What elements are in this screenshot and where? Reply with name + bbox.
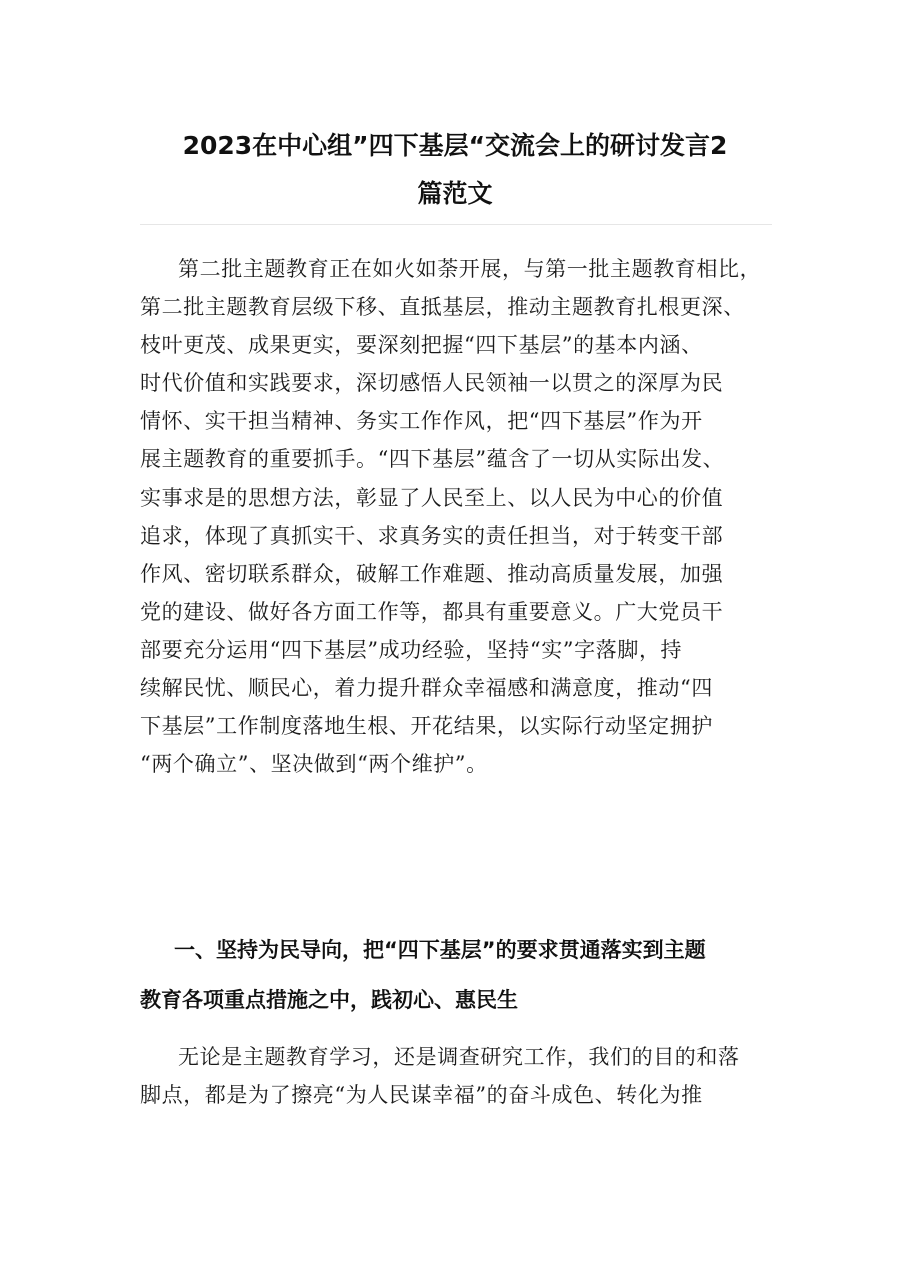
paragraph-line: 追求，体现了真抓实干、求真务实的责任担当，对于转变干部 [140, 523, 724, 548]
paragraph-line: 时代价值和实践要求，深切感悟人民领袖一以贯之的深厚为民 [140, 371, 724, 396]
title-divider [140, 224, 772, 225]
paragraph-line: 党的建设、做好各方面工作等，都具有重要意义。广大党员干 [140, 599, 724, 624]
paragraph-line: 续解民忧、顺民心，着力提升群众幸福感和满意度，推动“四 [140, 676, 713, 701]
paragraph-line: 部要充分运用“四下基层”成功经验，坚持“实”字落脚，持 [140, 637, 683, 662]
paragraph-line: 作风、密切联系群众，破解工作难题、推动高质量发展，加强 [140, 561, 724, 586]
paragraph-line: 第二批主题教育层级下移、直抵基层，推动主题教育扎根更深、 [140, 295, 745, 320]
paragraph-line: 实事求是的思想方法，彰显了人民至上、以人民为中心的价值 [140, 485, 724, 510]
document-title [140, 122, 770, 218]
paragraph-line: 脚点，都是为了擦亮“为人民谋幸福”的奋斗成色、转化为推 [140, 1083, 703, 1108]
heading-line: 一、坚持为民导向，把“四下基层”的要求贯通落实到主题 [174, 938, 706, 962]
title-line: 2023在中心组”四下基层“交流会上的研讨发言2 [182, 131, 728, 160]
paragraph-line: 下基层”工作制度落地生根、开花结果，以实际行动坚定拥护 [140, 714, 713, 739]
title-line: 篇范文 [417, 179, 493, 208]
body-paragraph-1 [140, 250, 774, 783]
paragraph-line: 情怀、实干担当精神、务实工作作风，把“四下基层”作为开 [140, 409, 703, 434]
paragraph-line: 展主题教育的重要抓手。“四下基层”蕴含了一切从实际出发、 [140, 447, 725, 472]
heading-line: 教育各项重点措施之中，践初心、惠民生 [140, 988, 518, 1012]
section-heading-1 [140, 925, 780, 1025]
paragraph-line: 无论是主题教育学习，还是调查研究工作，我们的目的和落 [178, 1045, 740, 1069]
paragraph-line: 枝叶更茂、成果更实，要深刻把握“四下基层”的基本内涵、 [140, 333, 703, 358]
paragraph-line: “两个确立”、坚决做到“两个维护”。 [140, 752, 488, 777]
paragraph-line: 第二批主题教育正在如火如荼开展，与第一批主题教育相比， [178, 257, 762, 281]
body-paragraph-2 [140, 1038, 774, 1114]
